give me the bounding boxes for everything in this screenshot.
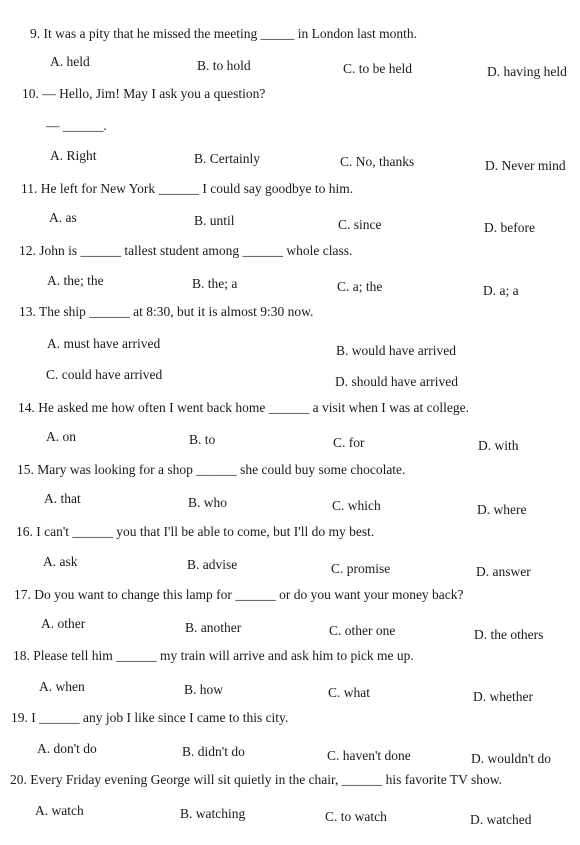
option-d: D. wouldn't do [471,751,552,766]
option-c: C. a; the [337,279,383,294]
option-c: C. what [328,685,370,700]
option-c: C. promise [331,561,391,576]
option-a: A. must have arrived [47,336,161,351]
option-b: B. the; a [192,276,238,291]
question-12 [0,243,580,305]
option-c: C. other one [329,623,396,638]
question-19 [0,710,580,772]
option-b: B. Certainly [194,151,260,166]
option-d: D. Never mind [485,158,566,173]
option-d: D. watched [470,812,532,827]
option-d: D. answer [476,564,531,579]
option-a: A. Right [50,148,97,163]
option-b: B. to [189,432,216,447]
option-c: C. for [333,435,365,450]
option-b: B. who [188,495,228,510]
question-13 [0,304,580,389]
option-b: B. how [184,682,224,697]
option-a: A. when [39,679,85,694]
question-11 [0,181,580,243]
option-a: A. watch [35,803,84,818]
option-c: C. since [338,217,382,232]
question-9 [0,26,580,88]
option-a: A. don't do [37,741,97,756]
option-b: B. didn't do [182,744,245,759]
question-stem: 15. Mary was looking for a shop ______ she could buy some chocolate. [17,462,406,477]
question-stem: 14. He asked me how often I went back home ______ a visit when I was at college. [18,400,469,415]
option-d: D. the others [474,627,544,642]
option-a: A. held [50,54,90,69]
option-d: D. with [478,438,519,453]
option-c: C. haven't done [327,748,411,763]
question-stem: 9. It was a pity that he missed the meeting _____ in London last month. [30,26,417,41]
option-b: B. watching [180,806,246,821]
question-stem: 16. I can't ______ you that I'll be able to come, but I'll do my best. [16,524,375,539]
option-d: D. having held [487,64,567,79]
option-d: D. before [484,220,535,235]
option-c: C. to watch [325,809,387,824]
option-b: B. to hold [197,58,251,73]
option-b: B. until [194,213,235,228]
question-stem: 10. — Hello, Jim! May I ask you a question? [22,86,266,101]
question-17 [0,587,580,649]
question-stem: 19. I ______ any job I like since I came to this city. [11,710,289,725]
question-stem-response: — ______. [46,118,107,133]
question-18 [0,648,580,710]
option-d: D. whether [473,689,533,704]
option-b: B. another [185,620,242,635]
option-a: A. ask [43,554,78,569]
question-stem: 13. The ship ______ at 8:30, but it is almost 9:30 now. [19,304,314,319]
question-stem: 12. John is ______ tallest student among ______ whole class. [19,243,353,258]
question-stem: 18. Please tell him ______ my train will arrive and ask him to pick me up. [13,648,414,663]
question-15 [0,462,580,524]
option-d: D. a; a [483,283,519,298]
option-a: A. other [41,616,86,631]
option-d: D. where [477,502,527,517]
question-10 [0,86,580,182]
question-16 [0,524,580,586]
option-b: B. advise [187,557,238,572]
question-stem: 11. He left for New York ______ I could say goodbye to him. [21,181,354,196]
option-a: A. the; the [47,273,104,288]
question-stem: 20. Every Friday evening George will sit quietly in the chair, ______ his favorite TV show. [10,772,502,787]
question-stem: 17. Do you want to change this lamp for ______ or do you want your money back? [14,587,464,602]
option-a: A. that [44,491,81,506]
option-a: A. as [49,210,77,225]
option-b: B. would have arrived [336,343,456,358]
question-14 [0,400,580,462]
option-d: D. should have arrived [335,374,458,389]
option-c: C. No, thanks [340,154,415,169]
option-c: C. to be held [343,61,412,76]
question-20 [0,772,580,834]
option-c: C. which [332,498,381,513]
option-c: C. could have arrived [46,367,163,382]
option-a: A. on [46,429,76,444]
